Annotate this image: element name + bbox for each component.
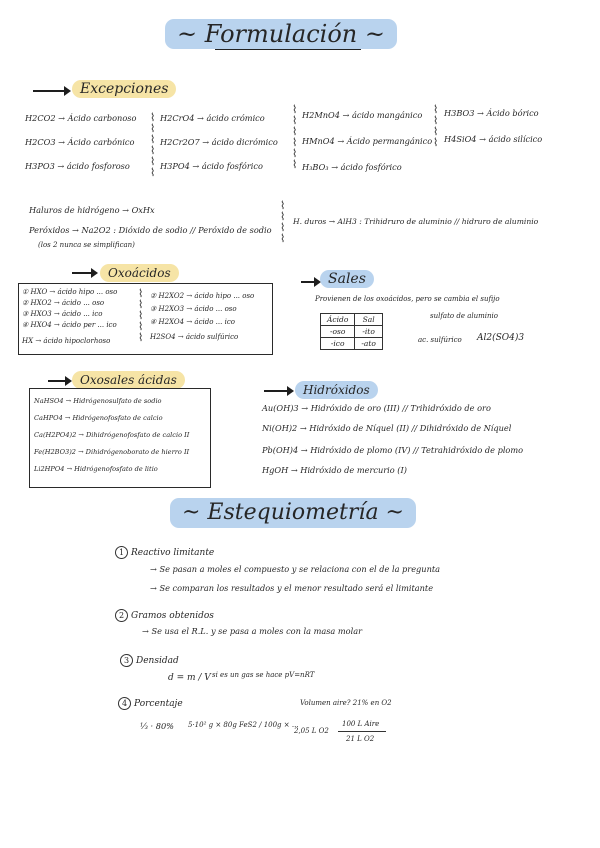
excepciones-col4 — [444, 108, 542, 144]
table-row: -oso -ito — [321, 326, 383, 338]
zigzag-divider: ⌇ ⌇ ⌇ ⌇ — [433, 103, 439, 149]
excepciones-col3 — [302, 110, 432, 172]
table-header: Sal — [355, 314, 383, 326]
hidroxidos-list — [262, 403, 523, 475]
volume-value: 2,05 L O2 — [294, 727, 329, 735]
excepciones-heading: Excepciones — [72, 78, 176, 98]
excepciones-col2 — [160, 113, 278, 171]
sales-arrow — [301, 281, 319, 283]
list-item: H₃BO₃ → ácido fosfórico — [302, 162, 402, 172]
sales-table — [320, 313, 383, 350]
step-4-b: 5·10² g × 80g FeS2 / 100g × ... — [188, 721, 299, 729]
list-item: CaHPO4 → Hidrógenofosfato de calcio — [34, 414, 163, 422]
oxoacidos-left — [22, 288, 117, 346]
table-header: Ácido — [321, 314, 355, 326]
hidroxidos-heading: Hidróxidos — [295, 379, 378, 399]
step-3: 3 Densidad — [120, 654, 179, 667]
hidruros-line: H. duros → AlH3 : Trihidruro de aluminio // hidruro de aluminio — [293, 217, 539, 226]
list-item: H3PO4 → ácido fosfórico — [160, 161, 263, 171]
list-item: Li2HPO4 → Hidrógenofosfato de litio — [34, 465, 158, 473]
list-item: Au(OH)3 → Hidróxido de oro (III) // Trihidróxido de oro — [262, 403, 491, 413]
zigzag-divider: ⌇ ⌇ ⌇ ⌇ ⌇ ⌇ — [150, 111, 156, 179]
oxosales-arrow — [48, 380, 70, 382]
step-1-b: → Se comparan los resultados y el menor resultado será el limitante — [150, 583, 434, 593]
haluros-line: Haluros de hidrógeno → OxHx — [29, 205, 155, 215]
list-item: ④ HXO4 → ácido per ... ico — [22, 321, 117, 329]
step-1: 1 Reactivo limitante — [115, 546, 214, 559]
list-item: H2CO2 → Ácido carbonoso — [25, 113, 137, 123]
zigzag-divider: ⌇ ⌇ ⌇ ⌇ — [280, 199, 286, 245]
table-row: -ico -ato — [321, 338, 383, 350]
sales-example-formula: Al2(SO4)3 — [477, 333, 525, 343]
list-item: H3BO3 → Ácido bórico — [444, 108, 539, 118]
volume-title: Volumen aire? 21% en O2 — [300, 699, 392, 707]
excepciones-arrow — [33, 90, 69, 92]
peroxidos-line: Peróxidos → Na2O2 : Dióxido de sodio // Peróxido de sodio — [29, 225, 272, 235]
list-item: ③ H2XO3 → ácido ... oso — [150, 305, 237, 313]
list-item: Ni(OH)2 → Hidróxido de Níquel (II) // Dihidróxido de Níquel — [262, 423, 512, 433]
oxoacidos-arrow — [72, 272, 96, 274]
list-item: ② H2XO2 → ácido hipo ... oso — [150, 292, 255, 300]
step-3-formula: d = m / V — [168, 673, 211, 683]
list-item: H2CrO4 → ácido crómico — [160, 113, 265, 123]
step-3-note: si es un gas se hace pV=nRT — [212, 671, 315, 679]
list-item: HX → ácido hipoclorhoso — [22, 337, 111, 345]
list-item: ② HXO2 → ácido ... oso — [22, 299, 105, 307]
page-title: ~ Formulación ~ — [165, 19, 397, 49]
list-item: HgOH → Hidróxido de mercurio (I) — [262, 465, 407, 475]
list-item: H2SO4 → ácido sulfúrico — [150, 333, 239, 341]
step-2-a: → Se usa el R.L. y se pasa a moles con la masa molar — [142, 626, 363, 636]
fraction-bar — [338, 731, 386, 732]
list-item: H2CO3 → Ácido carbónico — [25, 137, 135, 147]
volume-fraction-den: 21 L O2 — [346, 735, 375, 743]
list-item: HMnO4 → Ácido permangánico — [302, 136, 433, 146]
oxoacidos-heading: Oxoácidos — [100, 262, 179, 282]
title-underline — [215, 49, 361, 50]
list-item: ① HXO → ácido hipo ... oso — [22, 288, 118, 296]
oxoacidos-right — [150, 292, 254, 342]
volume-fraction-num: 100 L Aire — [342, 720, 380, 728]
list-item: H3PO3 → ácido fosforoso — [25, 161, 130, 171]
list-item: H4SiO4 → ácido silícico — [444, 134, 543, 144]
hidroxidos-arrow — [264, 390, 292, 392]
step-2: 2 Gramos obtenidos — [115, 609, 214, 622]
step-4-a: ⅓ · 80% — [140, 721, 174, 731]
oxosales-heading: Oxosales ácidas — [72, 369, 185, 389]
step-1-a: → Se pasan a moles el compuesto y se relaciona con el de la pregunta — [150, 564, 441, 574]
sales-text: Provienen de los oxoácidos, pero se cambia el sufijo — [315, 295, 500, 303]
sales-heading: Sales — [320, 268, 374, 288]
list-item: NaHSO4 → Hidrógenosulfato de sodio — [34, 397, 162, 405]
sales-example-name: sulfato de aluminio — [430, 312, 498, 320]
list-item: ③ HXO3 → ácido ... ico — [22, 310, 103, 318]
list-item: H2MnO4 → ácido mangánico — [302, 110, 423, 120]
list-item: ④ H2XO4 → ácido ... ico — [150, 318, 235, 326]
zigzag-divider: ⌇ ⌇ ⌇ ⌇ ⌇ — [138, 287, 144, 344]
list-item: Pb(OH)4 → Hidróxido de plomo (IV) // Tetrahidróxido de plomo — [262, 445, 524, 455]
oxosales-list — [34, 397, 189, 474]
excepciones-col1 — [25, 113, 136, 171]
step-4: 4 Porcentaje — [118, 697, 183, 710]
list-item: H2Cr2O7 → ácido dicrómico — [160, 137, 278, 147]
zigzag-divider: ⌇ ⌇ ⌇ ⌇ ⌇ ⌇ — [292, 103, 298, 171]
sales-example-acid: ac. sulfúrico — [418, 336, 462, 344]
estequiometria-title: ~ Estequiometría ~ — [170, 498, 416, 528]
list-item: Fe(H2BO3)2 → Dihidrógenoborato de hierro II — [34, 448, 190, 456]
list-item: Ca(H2PO4)2 → Dihidrógenofosfato de calcio II — [34, 431, 190, 439]
peroxidos-note: (los 2 nunca se simplifican) — [38, 241, 135, 249]
